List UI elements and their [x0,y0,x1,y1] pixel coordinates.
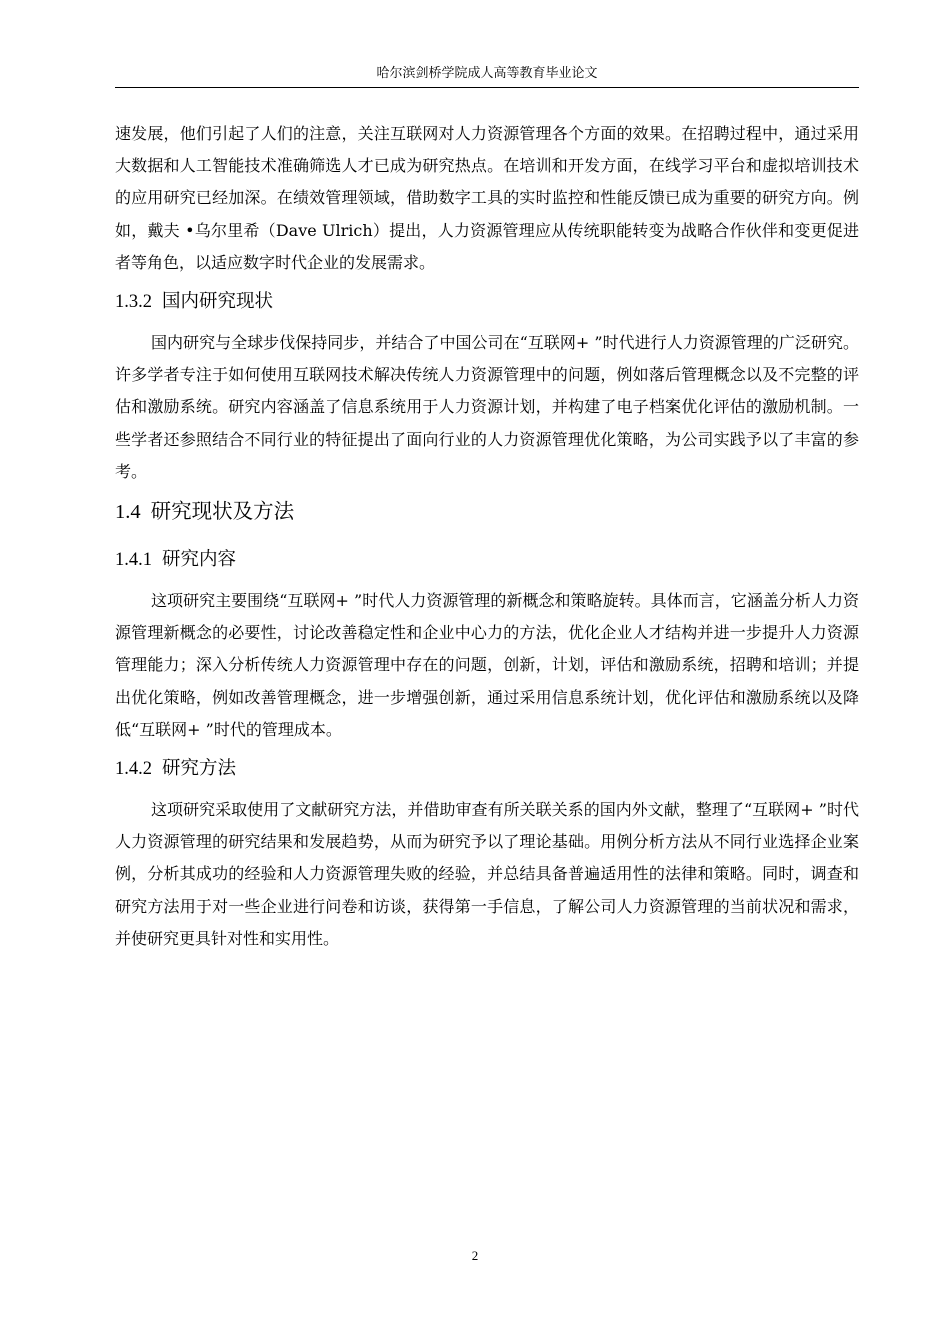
heading-title: 研究方法 [162,758,237,780]
heading-title: 研究内容 [162,549,237,571]
page-content [115,118,859,955]
heading-1-4-2 [115,746,859,794]
heading-number: 1.4 [115,501,141,524]
heading-number: 1.4.2 [115,759,152,780]
paragraph-research-content: 这项研究主要围绕“互联网+ ”时代人力资源管理的新概念和策略旋转。具体而言，它涵盖分析人力资源管理新概念的必要性，讨论改善稳定性和企业中心力的方法，优化企业人才结构并进一步提升人力资源管理能力；深入分析传统人力资源管理中存在的问题，创新，计划，评估和激励系统，招聘和培训；并提出优化策略，例如改善管理概念，进一步增强创新，通过采用信息系统计划，优化评估和激励系统以及降低“互联网+ ”时代的管理成本。 [115,591,859,739]
heading-title: 研究现状及方法 [150,499,295,524]
paragraph-domestic-research: 国内研究与全球步伐保持同步，并结合了中国公司在“互联网+ ”时代进行人力资源管理的广泛研究。许多学者专注于如何使用互联网技术解决传统人力资源管理中的问题，例如落后管理概念以及不完整的评估和激励系统。研究内容涵盖了信息系统用于人力资源计划，并构建了电子档案优化评估的激励机制。一些学者还参照结合不同行业的特征提出了面向行业的人力资源管理优化策略，为公司实践予以了丰富的参考。 [115,333,859,481]
header-rule [115,87,859,88]
page-number: 2 [471,1248,479,1263]
paragraph-research-methods: 这项研究采取使用了文献研究方法，并借助审查有所关联关系的国内外文献，整理了“互联网+ ”时代人力资源管理的研究结果和发展趋势，从而为研究予以了理论基础。用例分析方法从不同行业选择企业案例，分析其成功的经验和人力资源管理失败的经验，并总结具备普遍适用性的法律和策略。同时，调查和研究方法用于对一些企业进行问卷和访谈，获得第一手信息，了解公司人力资源管理的当前状况和需求，并使研究更具针对性和实用性。 [115,800,859,948]
heading-1-4-1 [115,537,859,585]
running-header: 哈尔滨剑桥学院成人高等教育毕业论文 [376,66,598,81]
heading-1-3-2 [115,279,859,327]
heading-title: 国内研究现状 [162,291,274,313]
heading-1-4 [115,488,859,537]
heading-number: 1.3.2 [115,292,152,313]
heading-number: 1.4.1 [115,550,152,571]
paragraph-continued: 速发展，他们引起了人们的注意，关注互联网对人力资源管理各个方面的效果。在招聘过程中，通过采用大数据和人工智能技术准确筛选人才已成为研究热点。在培训和开发方面，在线学习平台和虚拟培训技术的应用研究已经加深。在绩效管理领域，借助数字工具的实时监控和性能反馈已成为重要的研究方向。例如，戴夫 •乌尔里希（Dave Ulrich）提出，人力资源管理应从传统职能转变为战略合作伙伴和变更促进者等角色，以适应数字时代企业的发展需求。 [115,124,859,272]
